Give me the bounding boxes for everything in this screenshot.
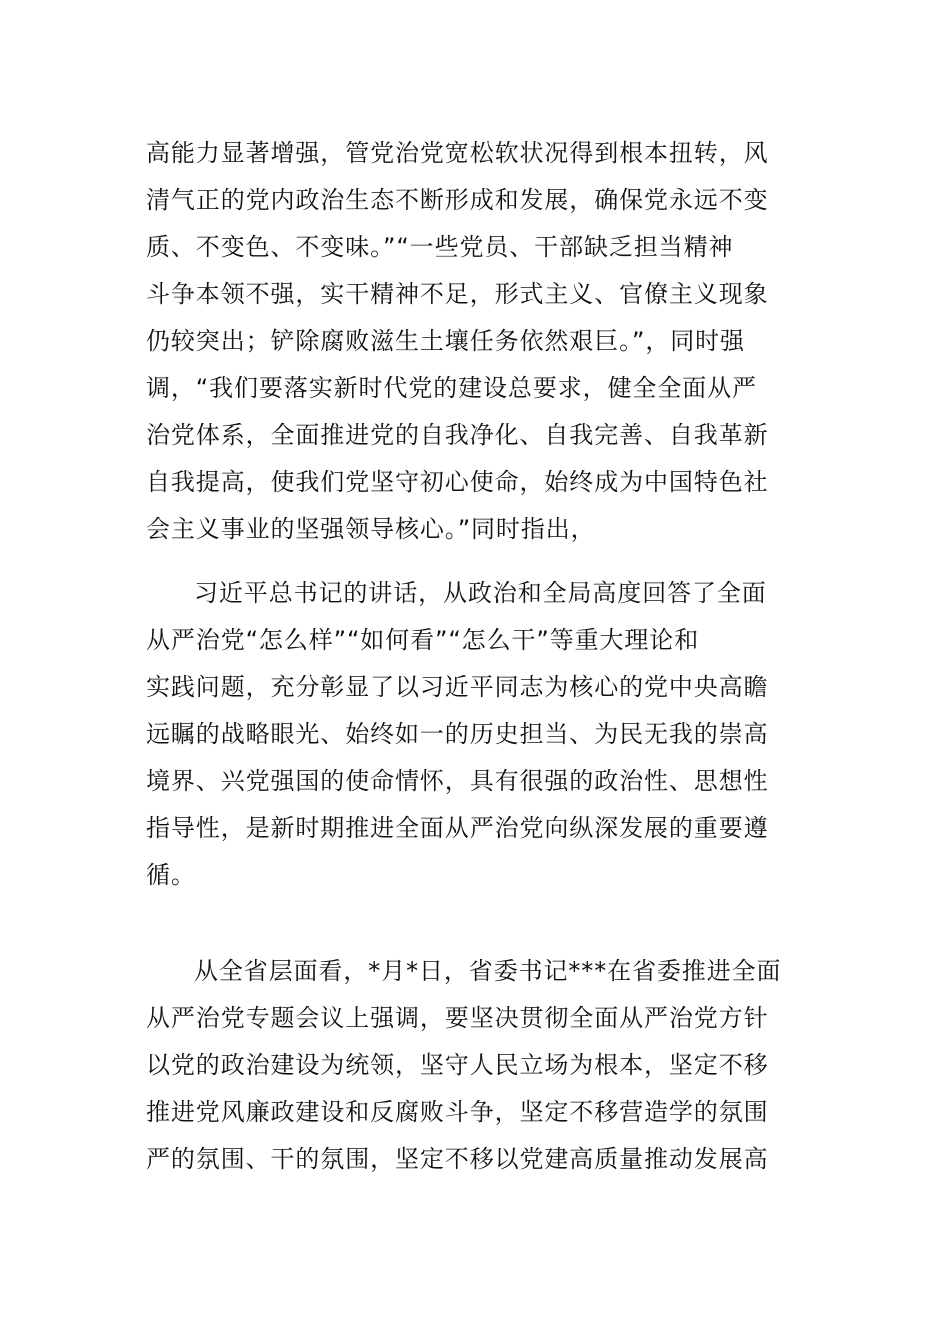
paragraph-2-line-5: 境界、兴党强国的使命情怀，具有很强的政治性、思想性 [146,767,769,795]
paragraph-1-line-8: 自我提高，使我们党坚守初心使命，始终成为中国特色社 [146,468,769,496]
paragraph-3-line-5: 严的氛围、干的氛围，坚定不移以党建高质量推动发展高 [146,1145,769,1173]
paragraph-2-line-6: 指导性，是新时期推进全面从严治党向纵深发展的重要遵 [146,814,769,842]
paragraph-3-line-1: 从全省层面看，*月*日，省委书记***在省委推进全面 [194,957,782,985]
paragraph-3-line-2: 从严治党专题会议上强调，要坚决贯彻全面从严治党方针 [146,1004,769,1032]
paragraph-2-line-3: 实践问题，充分彰显了以习近平同志为核心的党中央高瞻 [146,673,769,701]
paragraph-1-line-7: 治党体系，全面推进党的自我净化、自我完善、自我革新 [146,421,769,449]
paragraph-2-line-7: 循。 [146,861,196,889]
paragraph-2-line-4: 远瞩的战略眼光、始终如一的历史担当、为民无我的崇高 [146,720,769,748]
paragraph-1-line-3: 质、不变色、不变味。”“一些党员、干部缺乏担当精神 [146,233,734,261]
paragraph-3-line-3: 以党的政治建设为统领，坚守人民立场为根本，坚定不移 [146,1051,769,1079]
paragraph-2-line-2: 从严治党“怎么样”“如何看”“怎么干”等重大理论和 [146,626,700,654]
paragraph-3-line-4: 推进党风廉政建设和反腐败斗争，坚定不移营造学的氛围 [146,1098,769,1126]
paragraph-1-line-9: 会主义事业的坚强领导核心。”同时指出， [146,515,596,543]
paragraph-1-line-2: 清气正的党内政治生态不断形成和发展，确保党永远不变 [146,186,769,214]
paragraph-1-line-5: 仍较突出；铲除腐败滋生土壤任务依然艰巨。”，同时强 [146,327,745,355]
paragraph-1-line-6: 调，“我们要落实新时代党的建设总要求，健全全面从严 [146,374,757,402]
paragraph-1-line-4: 斗争本领不强，实干精神不足，形式主义、官僚主义现象 [146,280,769,308]
paragraph-2-line-1: 习近平总书记的讲话，从政治和全局高度回答了全面 [194,579,767,607]
paragraph-1-line-1: 高能力显著增强，管党治党宽松软状况得到根本扭转，风 [146,139,769,167]
